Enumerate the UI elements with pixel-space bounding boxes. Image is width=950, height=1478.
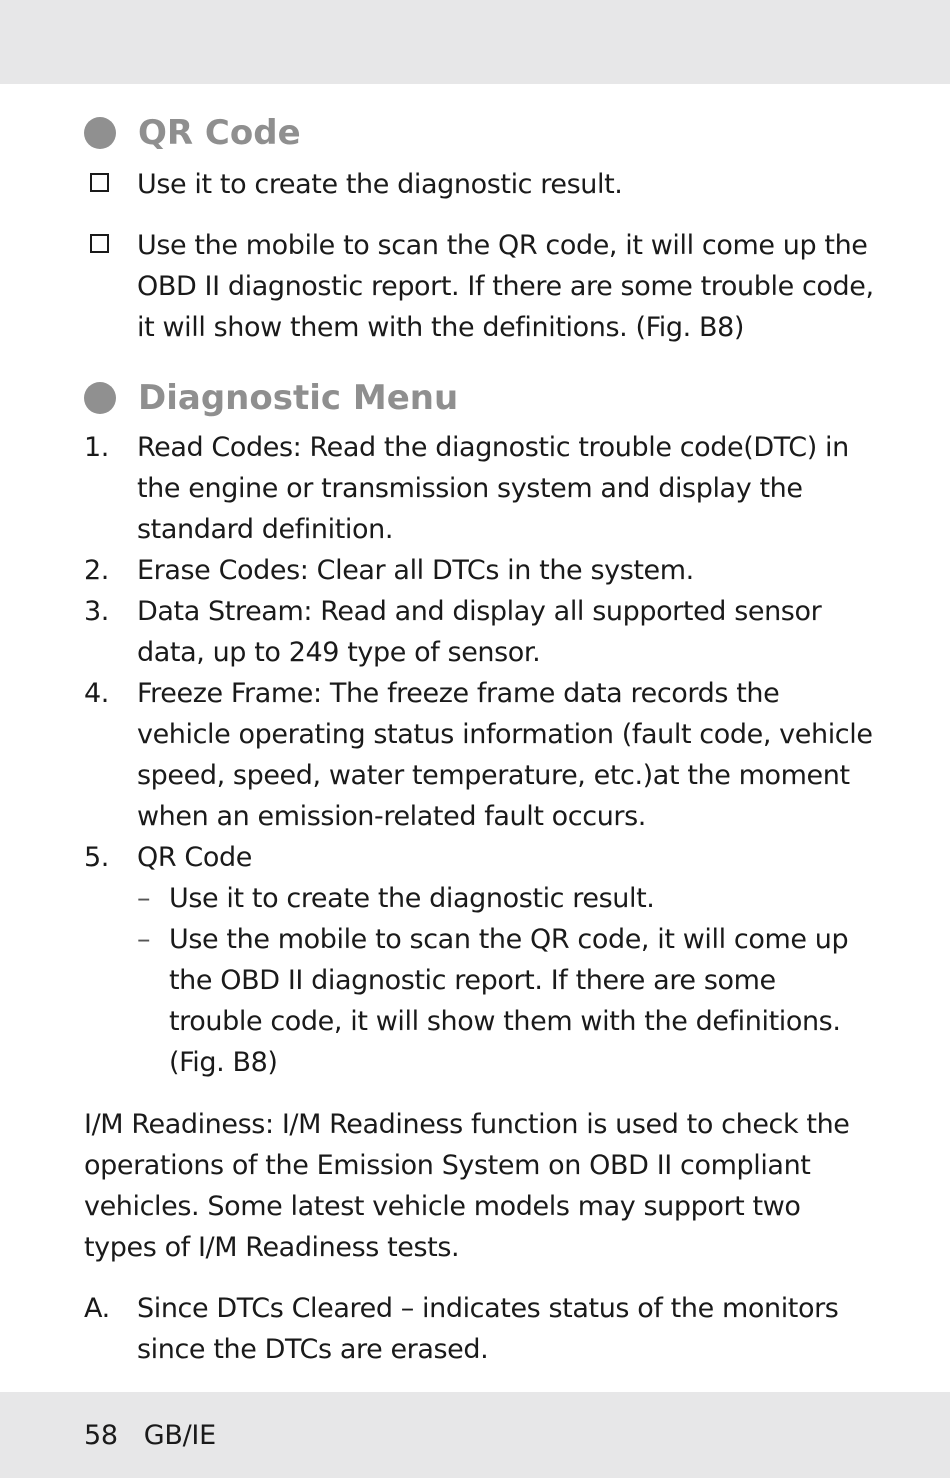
qr-item-text: Use it to create the diagnostic result. (137, 169, 623, 200)
page-content (84, 108, 874, 1370)
list-item (84, 550, 874, 591)
diagnostic-menu-heading-text: Diagnostic Menu (138, 378, 459, 418)
checkbox-square-icon (90, 173, 109, 192)
list-number: 5. (84, 842, 109, 873)
list-item-text: Erase Codes: Clear all DTCs in the system. (137, 555, 694, 586)
diagnostic-menu-heading (84, 373, 874, 423)
qr-code-heading (84, 108, 874, 158)
list-item-text: QR Code (137, 842, 252, 873)
sub-list-item (84, 919, 874, 1083)
sub-list-item-text: Use it to create the diagnostic result. (169, 883, 655, 914)
list-number: 1. (84, 432, 109, 463)
page-footer (84, 1415, 216, 1456)
checkbox-square-icon (90, 234, 109, 253)
top-margin-band (0, 0, 950, 84)
page-number: 58 (84, 1420, 118, 1451)
list-item-text: Data Stream: Read and display all supported sensor data, up to 249 type of sensor. (137, 596, 822, 668)
list-item (84, 591, 874, 673)
list-number: 4. (84, 678, 109, 709)
im-readiness-item-a (84, 1288, 874, 1370)
dash-marker: – (137, 924, 151, 955)
qr-code-heading-text: QR Code (138, 113, 301, 153)
list-number: 3. (84, 596, 109, 627)
diagnostic-menu-list (84, 427, 874, 1083)
im-readiness-paragraph: I/M Readiness: I/M Readiness function is used to check the operations of the Emission System on OBD II compliant vehicles. Some latest vehicle models may support two types of I/M Readiness tests. (84, 1109, 850, 1263)
list-number: 2. (84, 555, 109, 586)
bullet-dot-icon (84, 382, 116, 414)
list-item (84, 427, 874, 550)
qr-checkbox-item-2 (84, 225, 874, 348)
region-code: GB/IE (143, 1420, 216, 1451)
list-item-text: Since DTCs Cleared – indicates status of the monitors since the DTCs are erased. (137, 1293, 839, 1365)
qr-checkbox-item-1 (84, 164, 874, 205)
list-item (84, 837, 874, 878)
list-item-text: Read Codes: Read the diagnostic trouble code(DTC) in the engine or transmission system and display the standard definition. (137, 432, 849, 545)
qr-item-text: Use the mobile to scan the QR code, it will come up the OBD II diagnostic report. If there are some trouble code, it will show them with the definitions. (Fig. B8) (137, 230, 874, 343)
list-item (84, 673, 874, 837)
sub-list-item (84, 878, 874, 919)
list-letter: A. (84, 1293, 110, 1324)
bullet-dot-icon (84, 117, 116, 149)
sub-list-item-text: Use the mobile to scan the QR code, it will come up the OBD II diagnostic report. If there are some trouble code, it will show them with the definitions. (Fig. B8) (169, 924, 849, 1078)
dash-marker: – (137, 883, 151, 914)
list-item-text: Freeze Frame: The freeze frame data records the vehicle operating status information (fault code, vehicle speed, speed, water temperature, etc.)at the moment when an emission-related fault occurs. (137, 678, 873, 832)
